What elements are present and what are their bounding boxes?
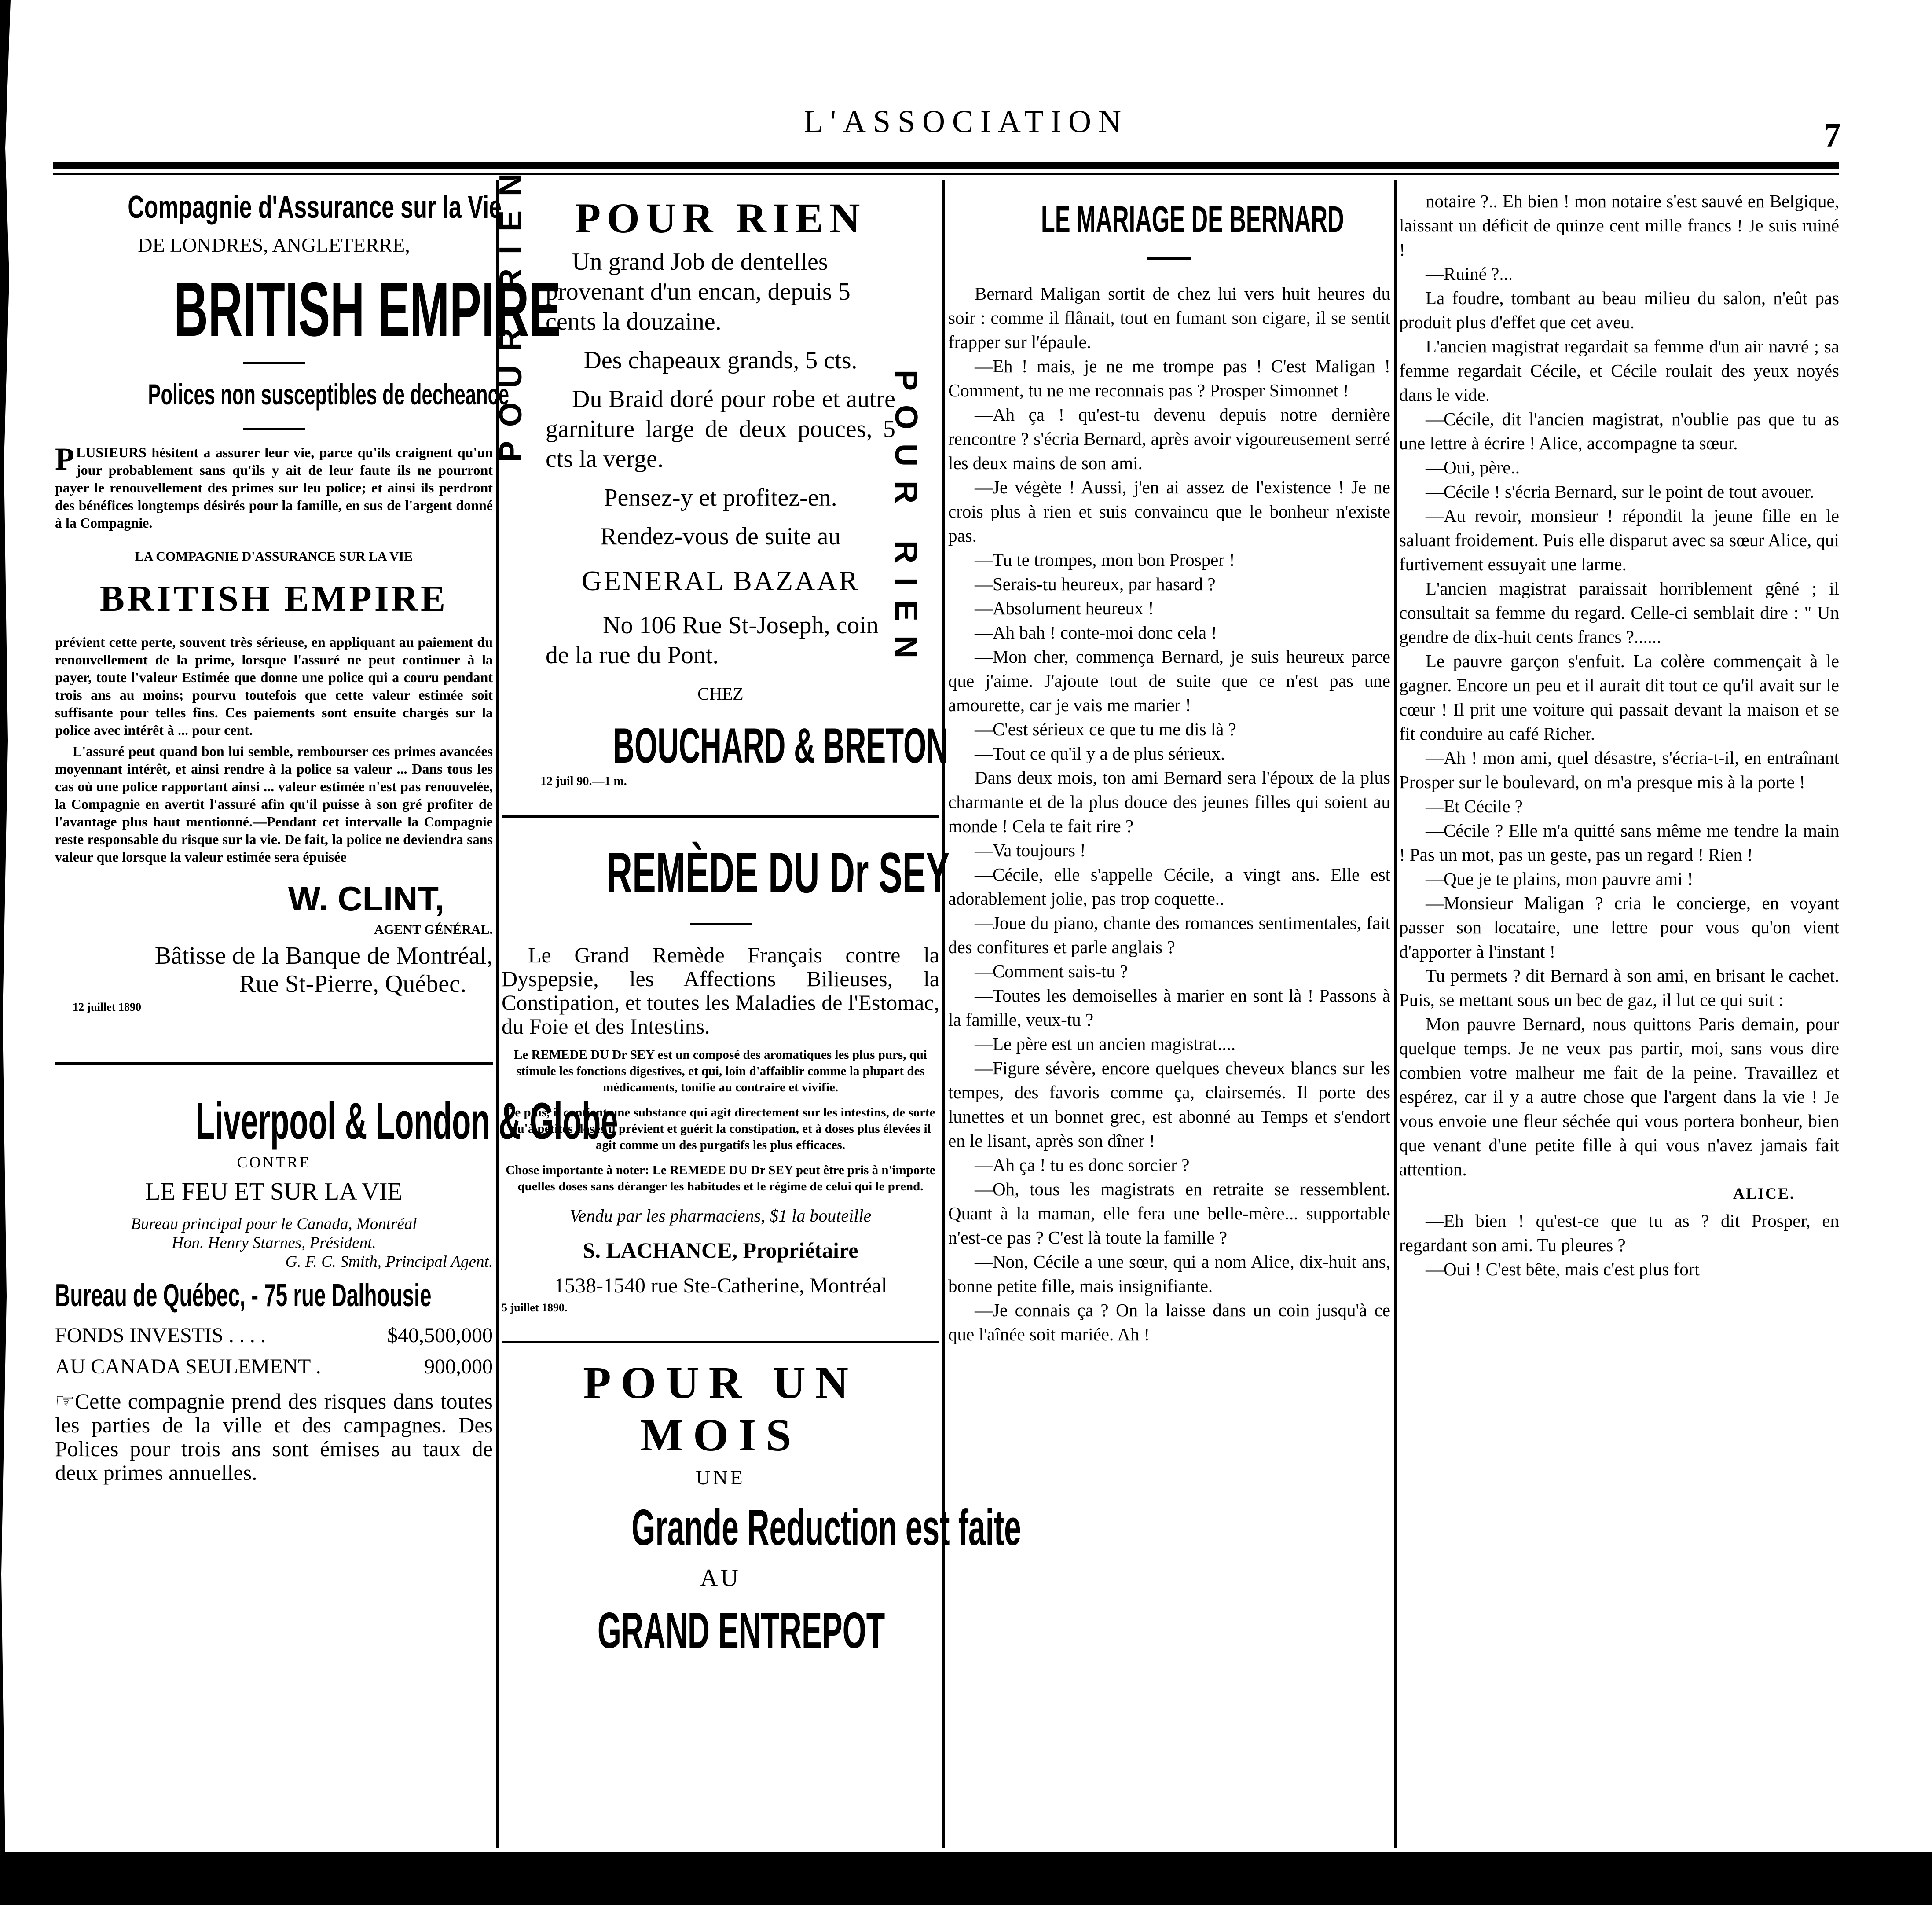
principal-agent: G. F. C. Smith, Principal Agent. [285,1253,493,1271]
story-paragraph: —Oh, tous les magistrats en retraite se ressemblent. Quant à la maman, elle fera une belle-mère... supportable n'est-ce pas ? C'est là toute la famille ? [948,1179,1390,1248]
insurance-company-line: LA COMPAGNIE D'ASSURANCE SUR LA VIE [135,549,413,564]
torn-left-edge [0,0,26,1852]
insurance-company-name-2: BRITISH EMPIRE [99,578,448,619]
story-paragraph: —Oui ! C'est bête, mais c'est plus fort [1426,1259,1700,1279]
story-paragraph: —Ruiné ?... [1426,264,1513,284]
story-paragraph: —Le père est un ancien magistrat.... [975,1034,1236,1054]
column-3 [948,189,1390,1848]
header-rule-thick [53,162,1839,169]
story-paragraph: —Que je te plains, mon pauvre ami ! [1426,869,1693,889]
story-paragraph: —Serais-tu heureux, par hasard ? [975,574,1216,594]
lace-line: Un grand Job de dentelles provenant d'un encan, depuis 5 cents la douzaine. [546,248,851,335]
story-paragraph: —Je connais ça ? On la laisse dans un coin jusqu'à ce que l'aînée soit mariée. Ah ! [948,1300,1390,1344]
story-paragraph: —Non, Cécile a une sœur, qui a nom Alice, dix-huit ans, bonne petite fille, mais insignifiante. [948,1252,1390,1296]
hats-line: Des chapeaux grands, 5 cts. [583,347,858,374]
divider [243,362,305,364]
owners-name: BOUCHARD & BRETON [613,718,948,773]
braid-line: Du Braid doré pour robe et autre garniture large de deux pouces, 5 cts la verge. [546,385,895,473]
une-label: UNE [696,1466,745,1489]
ad-separator [502,1341,939,1343]
story-paragraph: —Cécile, elle s'appelle Cécile, a vingt ans. Elle est adorablement jolie, pas trop coquette.. [948,864,1390,909]
think-line: Pensez-y et profitez-en. [604,484,837,511]
pour-rien-body [502,247,939,673]
story-paragraph: —Joue du piano, chante des romances sentimentales, fait des confitures et parle anglais ? [948,913,1390,957]
funds-label: FONDS INVESTIS . . . . [55,1324,266,1347]
chez-label: CHEZ [697,684,744,704]
story-paragraph: —Mon cher, commença Bernard, je suis heureux parce que j'aime. J'ajoute tout de suite que ce n'est pas une amourette, car je vais me marier ! [948,646,1390,715]
pour-rien-title: POUR RIEN [575,195,866,242]
canada-label: AU CANADA SEULEMENT . [55,1355,321,1378]
story-paragraph: —Eh bien ! qu'est-ce que tu as ? dit Prosper, en regardant son ami. Tu pleures ? [1399,1211,1839,1255]
pointing-hand-icon: ☞ [55,1389,75,1413]
divider [1147,257,1191,260]
visit-line: Rendez-vous de suite au [600,523,841,550]
ad-separator [502,815,939,818]
story-paragraph: —Comment sais-tu ? [975,961,1128,981]
fire-insurance-note: ☞Cette compagnie prend des risques dans toutes les parties de la ville et des campagnes. Des Polices pour trois ans sont émises au taux de deux primes annuelles. [55,1389,493,1485]
reduction-title: Grande Reduction est faite [631,1499,1021,1556]
agent-address-1: Bâtisse de la Banque de Montréal, [154,942,493,969]
insurance-ad-subtitle: DE LONDRES, ANGLETERRE, [138,234,410,256]
funds-value: $40,500,000 [387,1324,493,1347]
story-paragraph: —Tout ce qu'il y a de plus sérieux. [975,743,1225,763]
insurance-ad-title: Compagnie d'Assurance sur la Vie [128,190,502,225]
story-paragraph: notaire ?.. Eh bien ! mon notaire s'est sauvé en Belgique, laissant un déficit de quinze cent mille francs ! Je suis ruiné ! [1399,191,1839,260]
remedy-paragraph-3: Chose importante à noter: Le REMEDE DU Dr SEY peut être pris à n'importe quelles doses sans déranger les habitudes et le régime de celui qui le prend. [506,1163,935,1193]
column-divider-2 [942,180,945,1848]
quebec-office: Bureau de Québec, - 75 rue Dalhousie [55,1278,432,1313]
story-paragraph: —Ah ça ! qu'est-tu devenu depuis notre dernière rencontre ? s'écria Bernard, après avoir vigoureusement serré les deux mains de son ami. [948,404,1390,473]
story-paragraph: Tu permets ? dit Bernard à son ami, en brisant le cachet. Puis, se mettant sous un bec de gaz, il lut ce qui suit : [1399,965,1839,1010]
remedy-title: REMÈDE DU Dr SEY [606,841,950,905]
funds-row [55,1323,493,1347]
story-paragraph: La foudre, tombant au beau milieu du salon, n'eût pas produit plus d'effet que cet aveu. [1399,288,1839,332]
remedy-owner: S. LACHANCE, Propriétaire [583,1238,858,1263]
insurance-company-name: BRITISH EMPIRE [173,267,561,352]
remedy-address: 1538-1540 rue Ste-Catherine, Montréal [554,1274,887,1297]
agent-address-2: Rue St-Pierre, Québec. [239,970,466,998]
story-paragraph: —Figure sévère, encore quelques cheveux blancs sur les tempes, des favoris comme ça, clairsemés. Il porte des lunettes et un bonnet grec, est abonné au Temps et s'endort en le lisant, après son dîner ! [948,1058,1390,1151]
column-divider-3 [1394,180,1397,1848]
divider [690,923,752,925]
story-paragraph: —Cécile ? Elle m'a quitté sans même me tendre la main ! Pas un mot, pas un geste, pas un regard ! Rien ! [1399,820,1839,865]
story-paragraph: —Ah ! mon ami, quel désastre, s'écria-t-il, en entraînant Prosper sur le boulevard, on m'a presque mis à la porte ! [1399,748,1839,792]
warehouse-name: GRAND ENTREPOT [597,1602,885,1659]
pour-rien-side-left: POUR RIEN [493,159,528,462]
fire-life-label: LE FEU ET SUR LA VIE [145,1178,403,1205]
story-paragraph: —Eh ! mais, je ne me trompe pas ! C'est Maligan ! Comment, tu ne me reconnais pas ? Prosper Simonnet ! [948,356,1390,400]
story-continued-2 [1399,1209,1839,1281]
divider [243,428,305,430]
header-rule-thin [53,173,1839,175]
story-continued [1399,189,1839,1182]
pour-rien-side-right: POUR RIEN [888,370,924,673]
agent-title: AGENT GÉNÉRAL. [374,922,493,937]
insurance-paragraph-1: PLUSIEURS hésitent a assurer leur vie, parce qu'ils craignent qu'un jour probablement sans qu'ils y ait de leur faute ils ne pourront payer le renouvellement des primes sur leu police; et ainsi ils perdront des bénéfices longtemps désirés pour la famille, en sus de l'argent donné à la Compagnie. [55,441,493,531]
story-paragraph: Dans deux mois, ton ami Bernard sera l'époux de la plus charmante et de la plus douce des jeunes filles qui soient au monde ! Cela te fait rire ? [948,767,1390,836]
agent-name: W. CLINT, [288,879,444,918]
ad-date: 12 juillet 1890 [73,1001,141,1013]
store-address: No 106 Rue St-Joseph, coin de la rue du Pont. [546,612,879,669]
story-paragraph: —C'est sérieux ce que tu me dis là ? [975,719,1236,739]
insurance-paragraph-3: L'assuré peut quand bon lui semble, rembourser ces primes avancées moyennant intérêt, et ainsi rendre à la police sa valeur ... Dans tous les cas où une police rapportant ainsi ... valeur estimée n'est pas renouvelée, la Compagnie en avertit l'assuré afin qu'il puisse à son gré profiter de l'avantage plus haut mentionné.—Pendant cet intervalle la Compagnie reste responsable du risque sur la vie. De fait, la police ne deviendra sans valeur que lorsque la valeur estimée sera épuisée [55,743,493,865]
ad-date: 5 juillet 1890. [502,1301,568,1314]
canada-row [55,1354,493,1379]
story-paragraph: —Monsieur Maligan ? cria le concierge, en voyant passer son locataire, une lettre pour vous qu'on vient d'apporter à l'instant ! [1399,893,1839,962]
president: Hon. Henry Starnes, Président. [172,1234,376,1252]
story-paragraph: —Oui, père.. [1426,457,1520,477]
story-paragraph: —Je végète ! Aussi, j'en ai assez de l'existence ! Je ne crois plus à rien et suis convaincu que le bonheur n'existe pas. [948,477,1390,546]
story-paragraph: —Toutes les demoiselles à marier en sont là ! Passons à la famille, veux-tu ? [948,985,1390,1030]
story-paragraph: —Va toujours ! [975,840,1086,860]
story-paragraph: Bernard Maligan sortit de chez lui vers huit heures du soir : comme il flânait, tout en fumant son cigare, il se sentit frapper sur l'épaule. [948,283,1390,352]
drop-cap: P [55,441,74,477]
story-title: LE MARIAGE DE BERNARD [1041,198,1344,240]
head-office: Bureau principal pour le Canada, Montréal [131,1215,417,1233]
story-paragraph: —Au revoir, monsieur ! répondit la jeune fille en le saluant froidement. Puis elle disparut avec sa sœur Alice, qui furtivement essuyait une larme. [1399,506,1839,574]
story-paragraph: —Ah ça ! tu es donc sorcier ? [975,1155,1190,1175]
store-name: GENERAL BAZAAR [581,565,860,596]
story-paragraph: L'ancien magistrat paraissait horriblement gêné ; il consultait sa femme du regard. Celle-ci semblait dire : " Un gendre de dix-huit cents francs ?...... [1399,578,1839,647]
masthead-title: L'ASSOCIATION [804,104,1128,139]
letter-signature: ALICE. [1733,1185,1795,1202]
story-paragraph: Le pauvre garçon s'enfuit. La colère commençait à le gagner. Encore un peu et il aurait dit tout ce qu'il avait sur le cœur ! Il prit une voiture qui passait devant la maison et se fit conduire au café Richer. [1399,651,1839,744]
contre-label: CONTRE [237,1153,311,1171]
month-sale-title: POUR UN MOIS [583,1358,858,1461]
remedy-paragraph-2: De plus, il contient une substance qui agit directement sur les intestins, de sorte qu'à petites doses il prévient et guérit la constipation, et à doses plus élevées il agit comme un des purgatifs les plus efficaces. [506,1105,935,1152]
remedy-intro: Le Grand Remède Français contre la Dyspepsie, les Affections Bilieuses, la Constipation, et toutes les Maladies de l'Estomac, du Foie et des Intestins. [502,943,939,1039]
au-label: AU [700,1564,741,1592]
insurance-tagline: Polices non susceptibles de decheance [148,378,510,411]
page-bottom-edge [0,1852,1932,1905]
story-body [948,282,1390,1347]
fire-insurance-title: Liverpool & London & Globe [195,1092,618,1150]
story-paragraph: —Tu te trompes, mon bon Prosper ! [975,550,1235,570]
story-paragraph: —Ah bah ! conte-moi donc cela ! [975,622,1217,642]
story-paragraph: —Cécile ! s'écria Bernard, sur le point de tout avouer. [1426,481,1814,502]
story-paragraph: L'ancien magistrat regardait sa femme d'un air navré ; sa femme regardait Cécile, et Cécile roulait des yeux noyés dans le vide. [1399,336,1839,405]
story-paragraph: —Et Cécile ? [1426,796,1523,816]
story-paragraph: —Absolument heureux ! [975,598,1154,618]
story-paragraph: Mon pauvre Bernard, nous quittons Paris demain, pour quelque temps. Je ne veux pas partir, moi, sans vous dire combien votre malheur me fait de la peine. Travaillez et espérez, car il y a autre chose que l'argent dans la vie ! Je vous envoie une fleur séchée qui vous portera bonheur, bien que venant d'une petite fille à qui vous n'avez jamais fait attention. [1399,1014,1839,1179]
story-paragraph: —Cécile, dit l'ancien magistrat, n'oublie pas que tu as une lettre à écrire ! Alice, accompagne ta sœur. [1399,409,1839,453]
ad-separator [55,1062,493,1065]
remedy-paragraph-1: Le REMEDE DU Dr SEY est un composé des aromatiques les plus purs, qui stimule les fonctions digestives, et qui, loin d'affaiblir comme la plupart des médicaments, tonifie au contraire et vivifie. [514,1048,927,1094]
canada-value: 900,000 [424,1355,493,1378]
insurance-paragraph-2: prévient cette perte, souvent très sérieuse, en appliquant au paiement du renouvellement de la prime, lorsque l'assuré ne peut continuer à la payer, toute l'valeur Estimée que donne une police qui a couru pendant trois ans au moins; pourvu toutefois que cette valeur estimée soit suffisante pour telles fins. Ces paiements sont ensuite chargés sur la police avec intérêt à ... pour cent. [55,634,493,738]
column-4 [1399,189,1839,1848]
ad-date: 12 juil 90.—1 m. [540,774,627,788]
page-number: 7 [1824,116,1841,154]
remedy-price: Vendu par les pharmaciens, $1 la bouteille [569,1206,872,1226]
column-2 [493,159,1021,1848]
